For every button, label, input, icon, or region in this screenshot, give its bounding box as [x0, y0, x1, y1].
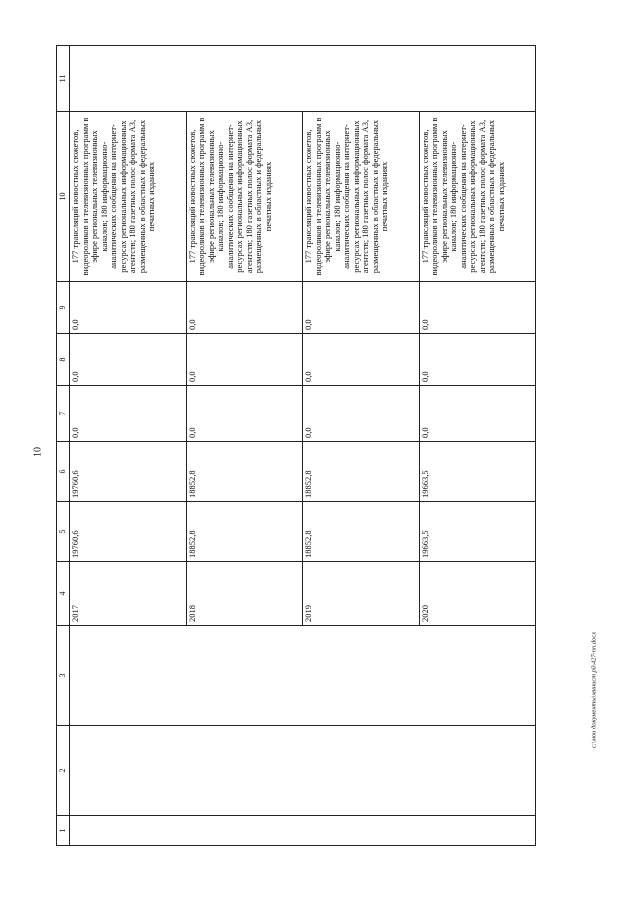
value-cell: 0,0	[419, 334, 536, 386]
page-number: 10	[32, 447, 44, 457]
table-row	[70, 46, 187, 846]
value-cell: 0,0	[303, 282, 420, 334]
description-cell: 177 трансляций новостных сюжетов, видеороликов и телевизионных программ в эфире региональных телевизионных каналов; 180 информационно-аналитических сообщения на интернет-ресурсах региональных информационных агентств; 180 газетных полос формата А3, размещенных в областных и федеральных печатных изданиях	[70, 112, 187, 282]
column-number: 9	[57, 282, 70, 334]
value-cell: 0,0	[186, 334, 303, 386]
value-cell: 18852,8	[303, 442, 420, 502]
value-cell: 0,0	[70, 386, 187, 442]
column-number: 4	[57, 562, 70, 626]
value-cell: 0,0	[303, 386, 420, 442]
column-number: 8	[57, 334, 70, 386]
description-cell: 177 трансляций новостных сюжетов, видеороликов и телевизионных программ в эфире региональных телевизионных каналов; 180 информационно-аналитических сообщения на интернет-ресурсах региональных информационных агентств; 180 газетных полос формата А3, размещенных в областных и федеральных печатных изданиях	[186, 112, 303, 282]
column-number: 6	[57, 442, 70, 502]
value-cell: 0,0	[70, 282, 187, 334]
description-cell: 177 трансляций новостных сюжетов, видеороликов и телевизионных программ в эфире региональных телевизионных каналов; 180 информационно-аналитических сообщения на интернет-ресурсах региональных информационных агентств; 180 газетных полос формата А3, размещенных в областных и федеральных печатных изданиях	[419, 112, 536, 282]
value-cell: 0,0	[186, 386, 303, 442]
cell-col-1	[70, 816, 536, 846]
value-cell: 19760,6	[70, 442, 187, 502]
column-number: 7	[57, 386, 70, 442]
year-cell: 2018	[186, 562, 303, 626]
value-cell: 0,0	[303, 334, 420, 386]
cell-col-2	[70, 726, 536, 816]
year-cell: 2017	[70, 562, 187, 626]
value-cell: 0,0	[186, 282, 303, 334]
column-number: 1	[57, 816, 70, 846]
year-cell: 2020	[419, 562, 536, 626]
value-cell: 18852,8	[186, 442, 303, 502]
value-cell: 19760,6	[70, 502, 187, 562]
column-number: 11	[57, 46, 70, 112]
column-number: 5	[57, 502, 70, 562]
value-cell: 0,0	[419, 282, 536, 334]
year-cell: 2019	[303, 562, 420, 626]
value-cell: 0,0	[70, 334, 187, 386]
column-number: 10	[57, 112, 70, 282]
program-table	[56, 45, 536, 846]
column-number: 2	[57, 726, 70, 816]
cell-col-11	[70, 46, 536, 112]
description-cell: 177 трансляций новостных сюжетов, видеороликов и телевизионных программ в эфире региональных телевизионных каналов; 180 информационно-аналитических сообщения на интернет-ресурсах региональных информационных агентств; 180 газетных полос формата А3, размещенных в областных и федеральных печатных изданиях	[303, 112, 420, 282]
value-cell: 19663,5	[419, 442, 536, 502]
value-cell: 18852,8	[303, 502, 420, 562]
value-cell: 18852,8	[186, 502, 303, 562]
cell-col-3	[70, 626, 536, 726]
value-cell: 19663,5	[419, 502, 536, 562]
column-number-row	[57, 46, 70, 846]
value-cell: 0,0	[419, 386, 536, 442]
column-number: 3	[57, 626, 70, 726]
document-file-path: c:\мои документы\минист рй\427-пп.docx	[590, 631, 598, 749]
rotated-table-sheet	[56, 46, 536, 846]
